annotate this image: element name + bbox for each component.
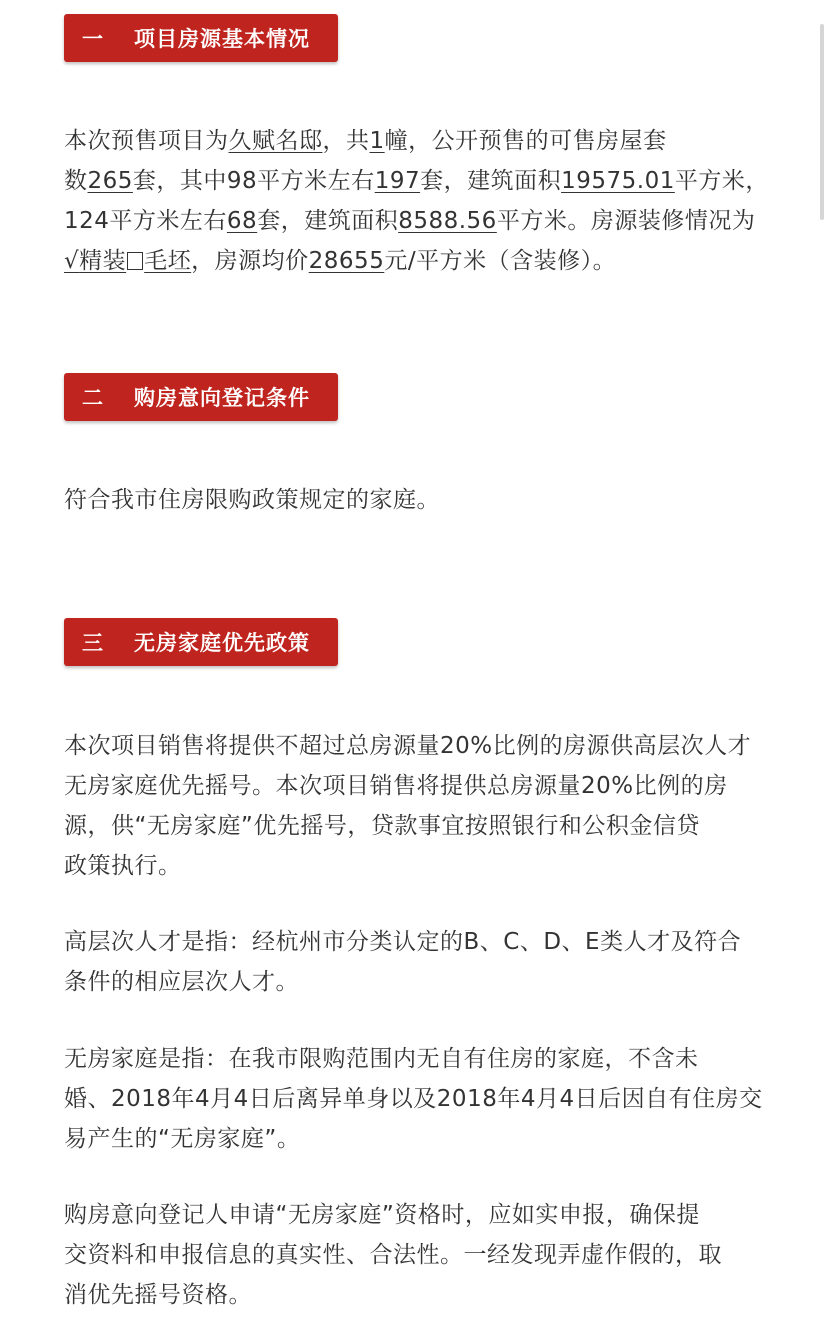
paragraph-line: 购房意向登记人申请“无房家庭”资格时，应如实申报，确保提 — [64, 1202, 700, 1228]
units-98: 197 — [374, 168, 421, 194]
option-rough: 毛坯 — [144, 248, 192, 274]
text-run: ，共 — [322, 128, 370, 154]
paragraph-line: 无房家庭是指：在我市限购范围内无自有住房的家庭，不含未 — [64, 1046, 699, 1072]
paragraph-line: 本次项目销售将提供不超过总房源量20%比例的房源供高层次人才 — [64, 733, 752, 759]
text-run: ，房源均价 — [191, 248, 309, 274]
area-98: 19575.01 — [561, 168, 675, 194]
paragraph-line: 无房家庭优先摇号。本次项目销售将提供总房源量20%比例的房 — [64, 773, 728, 799]
section-header-1 — [64, 14, 338, 62]
no-house-family-definition-paragraph — [64, 1039, 764, 1159]
section-number: 三 — [82, 631, 104, 655]
text-run: 平方米。房源装修情况为 — [496, 208, 756, 234]
decoration-options — [64, 248, 191, 274]
text-run: 套，建筑面积 — [420, 168, 562, 194]
paragraph-line — [64, 201, 764, 241]
units-124: 68 — [226, 208, 258, 234]
section-title: 购房意向登记条件 — [134, 386, 310, 410]
paragraph-line: 交资料和申报信息的真实性、合法性。一经发现弄虚作假的，取 — [64, 1242, 722, 1268]
building-count: 1 — [369, 128, 385, 154]
paragraph-line: 高层次人才是指：经杭州市分类认定的B、C、D、E类人才及符合 — [64, 929, 742, 955]
application-notice-paragraph — [64, 1195, 764, 1315]
section-title: 项目房源基本情况 — [134, 27, 310, 51]
registration-condition-paragraph — [64, 480, 764, 520]
paragraph-line — [64, 121, 764, 161]
check-mark-icon: √ — [64, 248, 80, 274]
section-number: 二 — [82, 386, 104, 410]
talent-definition-paragraph — [64, 922, 764, 1002]
paragraph-line: 易产生的“无房家庭”。 — [64, 1126, 301, 1152]
project-name: 久赋名邸 — [228, 128, 323, 154]
text-run: 数 — [64, 168, 88, 194]
paragraph-line: 源，供“无房家庭”优先摇号，贷款事宜按照银行和公积金信贷 — [64, 813, 700, 839]
scrollbar[interactable] — [820, 24, 824, 220]
section-number: 一 — [82, 27, 104, 51]
project-info-paragraph — [64, 121, 769, 281]
empty-checkbox-icon — [127, 252, 143, 270]
section-header-2 — [64, 373, 338, 421]
section-title: 无房家庭优先政策 — [134, 631, 310, 655]
option-finished: 精装 — [79, 248, 127, 274]
area-124: 8588.56 — [398, 208, 497, 234]
text-run: 本次预售项目为 — [64, 128, 229, 154]
average-price: 28655 — [308, 248, 385, 274]
text-run: 幢，公开预售的可售房屋套 — [384, 128, 667, 154]
paragraph-line — [64, 161, 769, 201]
paragraph-line — [64, 241, 764, 281]
text-run: 124平方米左右 — [64, 208, 227, 234]
priority-policy-paragraph — [64, 726, 764, 886]
text-run: 套，其中98平方米左右 — [132, 168, 375, 194]
paragraph-line: 符合我市住房限购政策规定的家庭。 — [64, 487, 440, 513]
paragraph-line: 消优先摇号资格。 — [64, 1282, 252, 1308]
text-run: 套，建筑面积 — [257, 208, 399, 234]
section-header-3 — [64, 618, 338, 666]
paragraph-line: 条件的相应层次人才。 — [64, 969, 299, 995]
paragraph-line: 婚、2018年4月4日后离异单身以及2018年4月4日后因自有住房交 — [64, 1086, 763, 1112]
total-units: 265 — [87, 168, 133, 194]
paragraph-line: 政策执行。 — [64, 853, 182, 879]
text-run: 平方米， — [674, 168, 769, 194]
text-run: 元/平方米（含装修）。 — [384, 248, 617, 274]
